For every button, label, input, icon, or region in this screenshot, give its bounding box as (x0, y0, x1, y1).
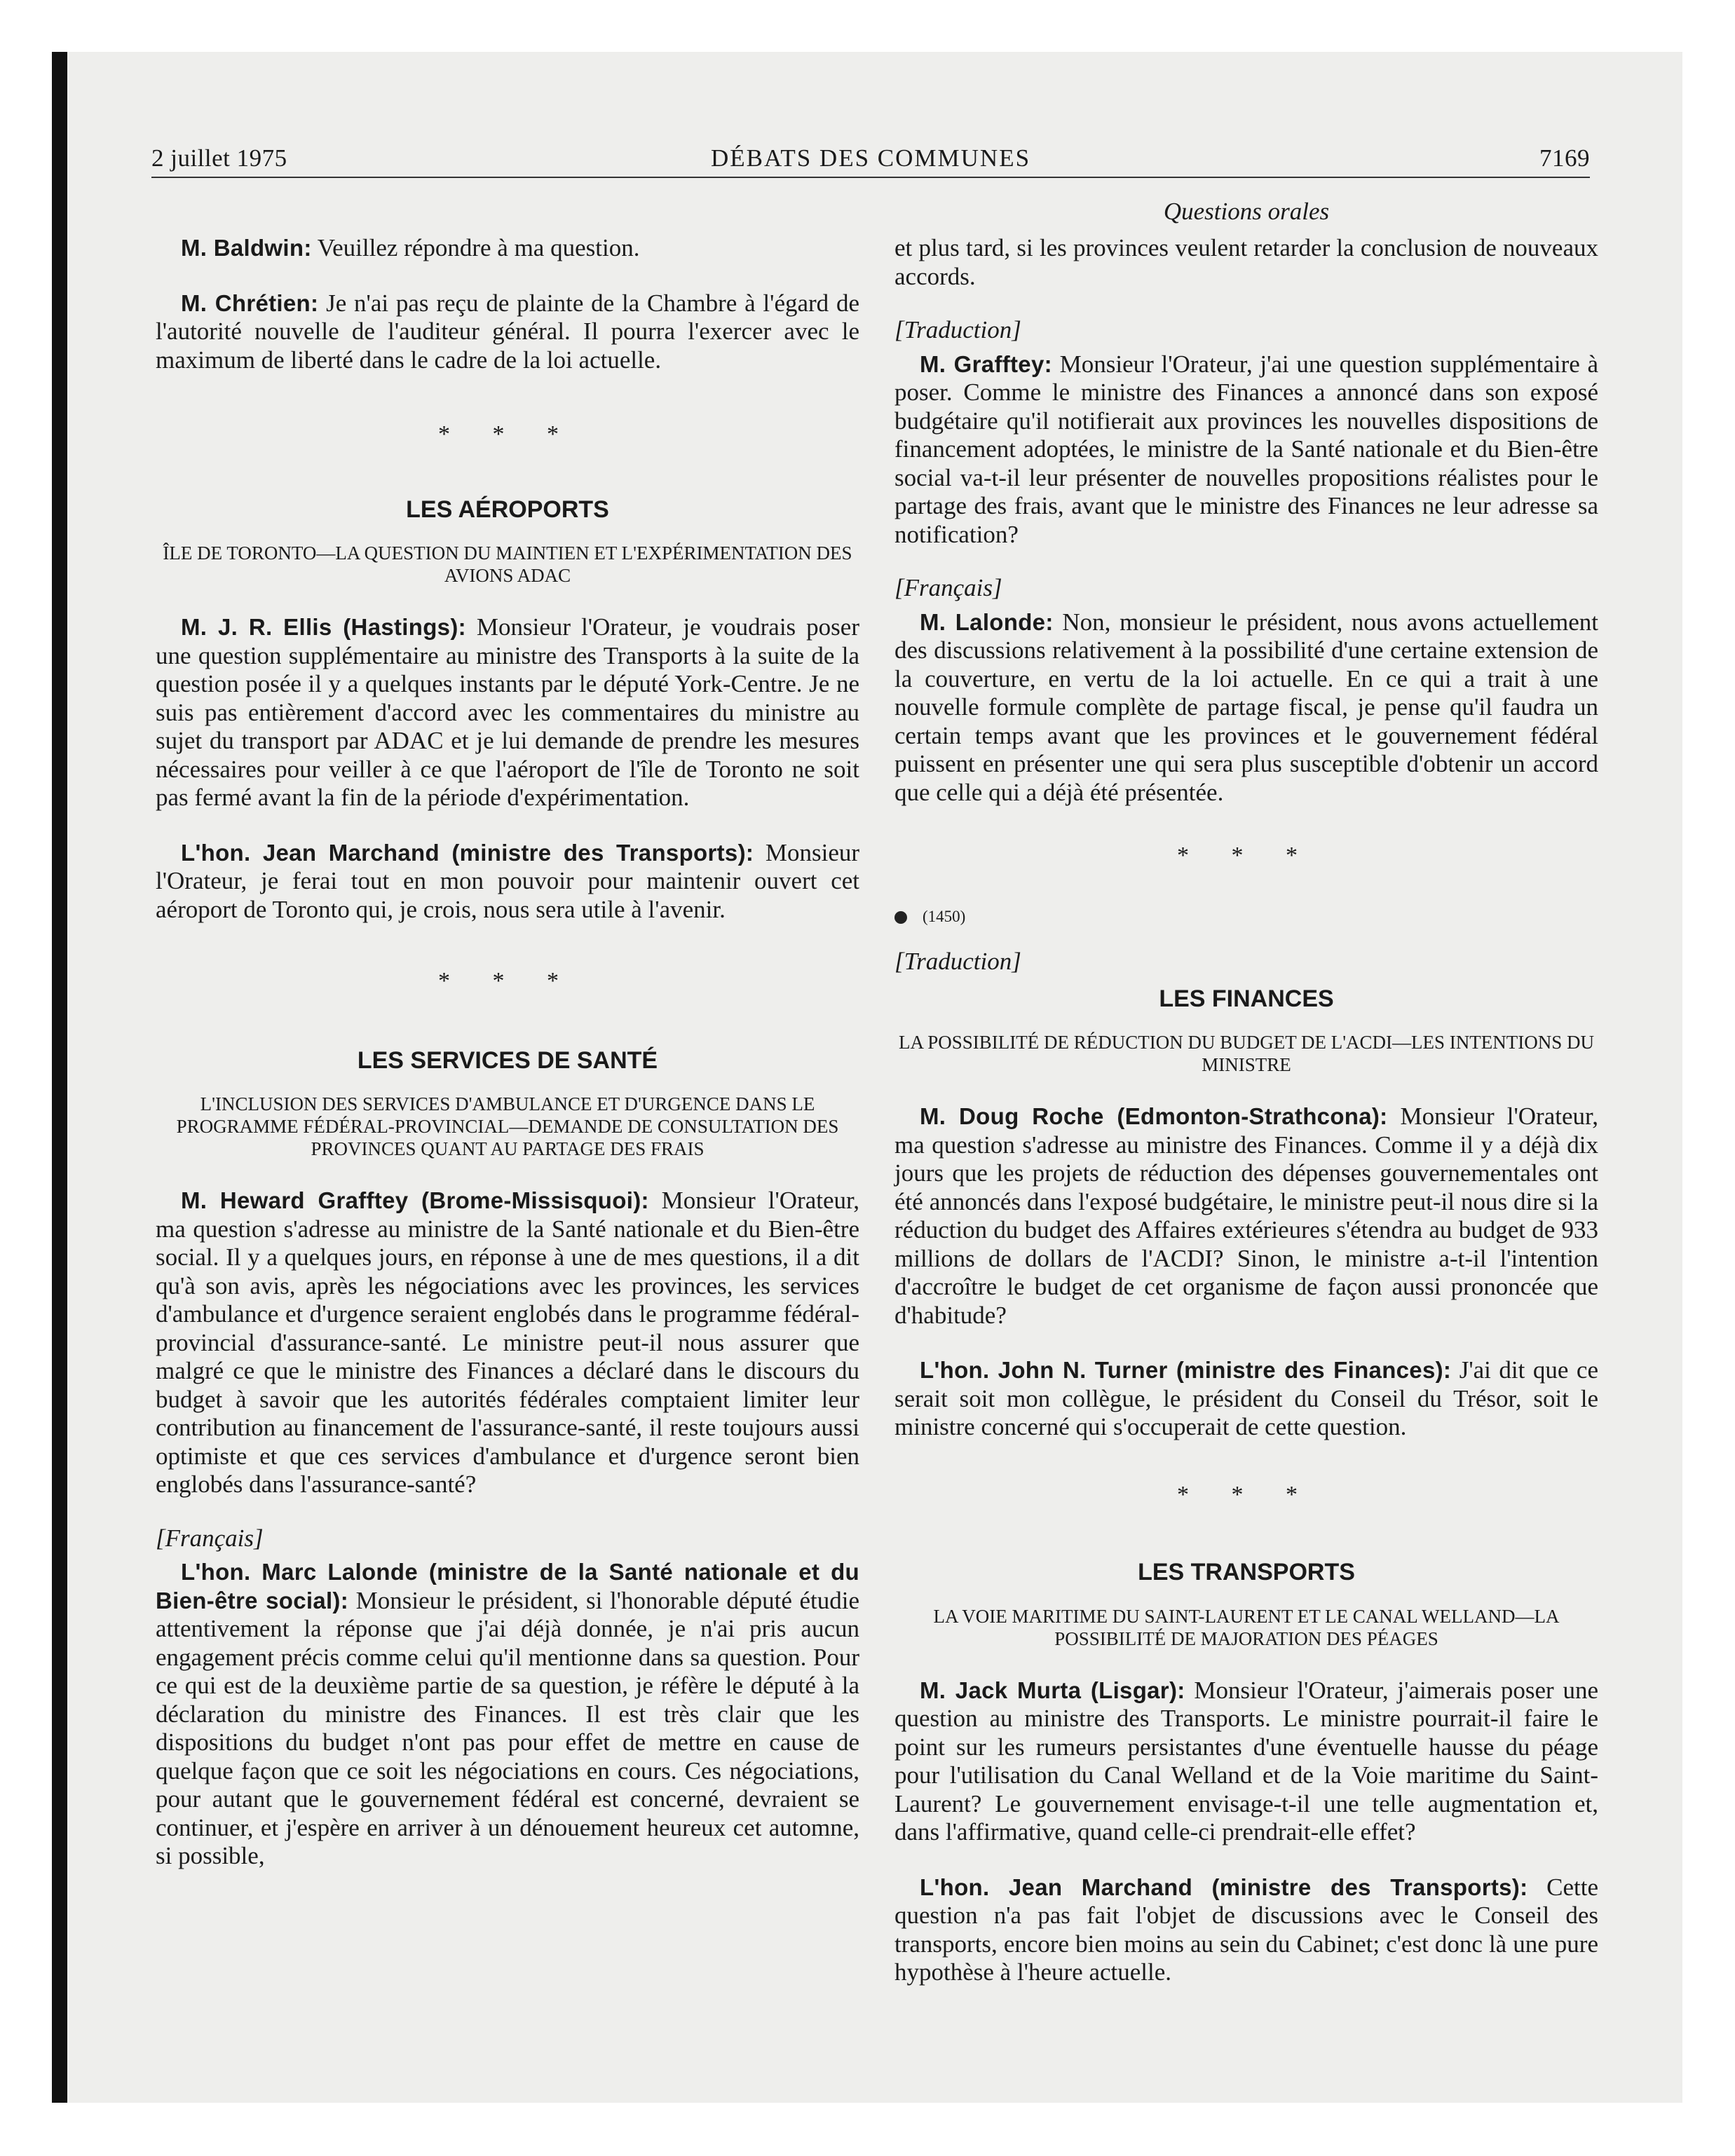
header-page-number: 7169 (1539, 144, 1590, 172)
paragraph-text: Monsieur le président, si l'honorable député étudie attentivement la réponse que j'ai déjà donnée, je n'ai pris aucun engagement précis comme celui qu'il mentionne dans sa question. Pour ce qui est de la deuxième partie de sa question, je réfère le député à la déclaration du ministre des Finances. Il est très clair que les dispositions du budget n'ont pas pour effet de mettre en cause de quelque façon que ce soit les négociations en cours. Ces négociations, pour autant que le gouvernement fédéral est concerné, devraient se continuer, et j'espère en arriver à un dénouement heureux cet automne, si possible, (156, 1586, 859, 1869)
left-column (156, 234, 859, 1871)
speaker-name: L'hon. John N. Turner (ministre des Finances): (920, 1357, 1452, 1383)
speaker-name: L'hon. Jean Marchand (ministre des Transports): (920, 1874, 1528, 1900)
paragraph-text: Monsieur l'Orateur, ma question s'adresse au ministre de la Santé nationale et du Bien-être social. Il y a quelques jours, en réponse à une de mes questions, il a dit qu'à son avis, après les négociations avec les provinces, les services d'ambulance et d'urgence seraient englobés dans le programme fédéral-provincial d'assurance-santé. Le ministre peut-il nous assurer que malgré ce que le ministre des Finances a déclaré dans le discours du budget à savoir que les autorités fédérales comptaient limiter leur contribution au financement de l'assurance-santé, il reste toujours aussi optimiste et que ces services d'ambulance et d'urgence seront bien englobés dans l'assurance-santé? (156, 1187, 859, 1498)
bullet-dot-icon (894, 911, 907, 924)
subsection-heading: L'INCLUSION DES SERVICES D'AMBULANCE ET D'URGENCE DANS LE PROGRAMME FÉDÉRAL-PROVINCIAL—DEMANDE DE CONSULTATION DES PROVINCES QUANT AU PARTAGE DES FRAIS (176, 1093, 839, 1159)
section-heading: LES TRANSPORTS (1138, 1559, 1355, 1585)
section-heading: LES SERVICES DE SANTÉ (357, 1046, 658, 1074)
paragraph (156, 613, 859, 812)
paragraph-text: Monsieur l'Orateur, j'aimerais poser une question au ministre des Transports. Le ministre pourrait-il faire le point sur les rumeurs persistantes d'une éventuelle hausse du péage pour l'utilisation du Canal Welland et de la Voie maritime du Saint-Laurent? Le gouvernement envisage-t-il une telle augmentation et, dans l'affirmative, quand celle-ci prendrait-elle effet? (894, 1676, 1598, 1845)
language-marker: [Traduction] (894, 316, 1021, 343)
speaker-name: M. Heward Grafftey (Brome-Missisquoi): (181, 1187, 649, 1213)
header-date: 2 juillet 1975 (151, 144, 287, 172)
subsection-heading: ÎLE DE TORONTO—LA QUESTION DU MAINTIEN ET L'EXPÉRIMENTATION DES AVIONS ADAC (163, 543, 852, 586)
paragraph-text: Monsieur l'Orateur, ma question s'adresse au ministre des Finances. Comme il y a déjà dix jours que les projets de réduction des dépenses gouvernementales ont été annoncés dans l'exposé budgétaire, le ministre peut-il nous dire si la réduction du budget des Affaires extérieures s'étendra au budget de 933 millions de dollars de l'ACDI? Sinon, le ministre a-t-il l'intention d'accroître le budget de cet organisme de façon aussi prononcée que d'habitude? (894, 1103, 1598, 1329)
subsection-heading: LA POSSIBILITÉ DE RÉDUCTION DU BUDGET DE L'ACDI—LES INTENTIONS DU MINISTRE (898, 1032, 1595, 1075)
right-column (894, 234, 1598, 1987)
language-marker: [Français] (156, 1524, 264, 1552)
paragraph-text: Non, monsieur le président, nous avons actuellement des discussions relativement à la possibilité d'une certaine extension de la couverture, en vertu de la loi actuelle. En ce qui a trait à une nouvelle formule complète de partage fiscal, je pense qu'il faudra un certain temps avant que les provinces et le gouvernement fédéral puissent en présenter une qui sera plus susceptible d'obtenir un accord que celle qui a déjà été présentée. (894, 608, 1598, 806)
paragraph-text: Cette question n'a pas fait l'objet de discussions avec le Conseil des transports, encore bien moins au sein du Cabinet; c'est donc là une pure hypothèse à l'heure actuelle. (894, 1873, 1598, 1986)
speaker-name: M. Lalonde: (920, 608, 1054, 635)
paragraph (156, 1558, 859, 1871)
paragraph (894, 1356, 1598, 1442)
time-marker-text: (1450) (923, 907, 966, 925)
speaker-name: M. Doug Roche (Edmonton-Strathcona): (920, 1103, 1388, 1129)
paragraph (156, 839, 859, 925)
paragraph-text: J'ai dit que ce serait soit mon collègue, le président du Conseil du Trésor, soit le ministre concerné qui s'occuperait de cette question. (894, 1356, 1598, 1440)
speaker-name: M. Grafftey: (920, 350, 1052, 377)
speaker-name: L'hon. Jean Marchand (ministre des Transports): (181, 839, 754, 866)
speaker-name: M. Baldwin: (181, 235, 312, 261)
paragraph (894, 1874, 1598, 1987)
language-marker: [Traduction] (894, 948, 1021, 975)
speaker-name: M. Chrétien: (181, 289, 319, 316)
paragraph (156, 1187, 859, 1499)
section-heading: LES AÉROPORTS (406, 496, 609, 523)
subsection-heading: LA VOIE MARITIME DU SAINT-LAURENT ET LE CANAL WELLAND—LA POSSIBILITÉ DE MAJORATION DES PÉAGES (933, 1605, 1560, 1649)
section-separator: * * * (438, 968, 577, 994)
section-separator: * * * (1177, 842, 1316, 868)
speaker-name: L'hon. Marc Lalonde (ministre de la Santé nationale et du Bien-être social): (156, 1559, 859, 1613)
paragraph (894, 1677, 1598, 1847)
paragraph-text: Veuillez répondre à ma question. (311, 234, 640, 261)
section-separator: * * * (438, 421, 577, 447)
header-title: DÉBATS DES COMMUNES (710, 144, 1031, 172)
paragraph-text: Monsieur l'Orateur, je voudrais poser une question supplémentaire au ministre des Transports à la suite de la question posée il y a quelques instants par le député York-Centre. Je ne suis pas entièrement d'accord avec les commentaires du ministre au sujet du transport par ADAC et je lui demande de prendre les mesures nécessaires pour veiller à ce que l'aéroport de l'île de Toronto ne soit pas fermé avant la fin de la période d'expérimentation. (156, 613, 859, 811)
paragraph-text: Monsieur l'Orateur, je ferai tout en mon pouvoir pour maintenir ouvert cet aéroport de Toronto qui, je crois, nous sera utile à l'avenir. (156, 838, 860, 923)
paragraph (156, 234, 859, 263)
language-marker: [Français] (894, 574, 1002, 601)
paragraph (894, 1103, 1598, 1330)
section-separator: * * * (1177, 1481, 1316, 1508)
running-title: Questions orales (1163, 198, 1330, 225)
speaker-name: M. Jack Murta (Lisgar): (920, 1677, 1185, 1703)
paragraph (894, 608, 1598, 807)
speaker-name: M. J. R. Ellis (Hastings): (181, 614, 466, 640)
paragraph (156, 289, 859, 375)
paragraph-text: Je n'ai pas reçu de plainte de la Chambre à l'égard de l'autorité nouvelle de l'auditeur général. Il pourra l'exercer avec le maximum de liberté dans le cadre de la loi actuelle. (156, 289, 859, 374)
paragraph-text: Monsieur l'Orateur, j'ai une question supplémentaire à poser. Comme le ministre des Finances a annoncé dans son exposé budgétaire qu'il notifierait aux provinces les nouvelles dispositions de financement adoptées, le ministre de la Santé nationale et du Bien-être social va-t-il leur présenter de nouvelles propositions réalistes pour le partage des frais, avant que le ministre des Finances ne leur adresse sa notification? (894, 350, 1599, 548)
time-marker (894, 903, 1598, 932)
section-heading: LES FINANCES (1159, 985, 1334, 1012)
page-header (151, 140, 1590, 178)
paragraph (894, 350, 1598, 550)
paragraph: et plus tard, si les provinces veulent retarder la conclusion de nouveaux accords. (894, 234, 1598, 290)
